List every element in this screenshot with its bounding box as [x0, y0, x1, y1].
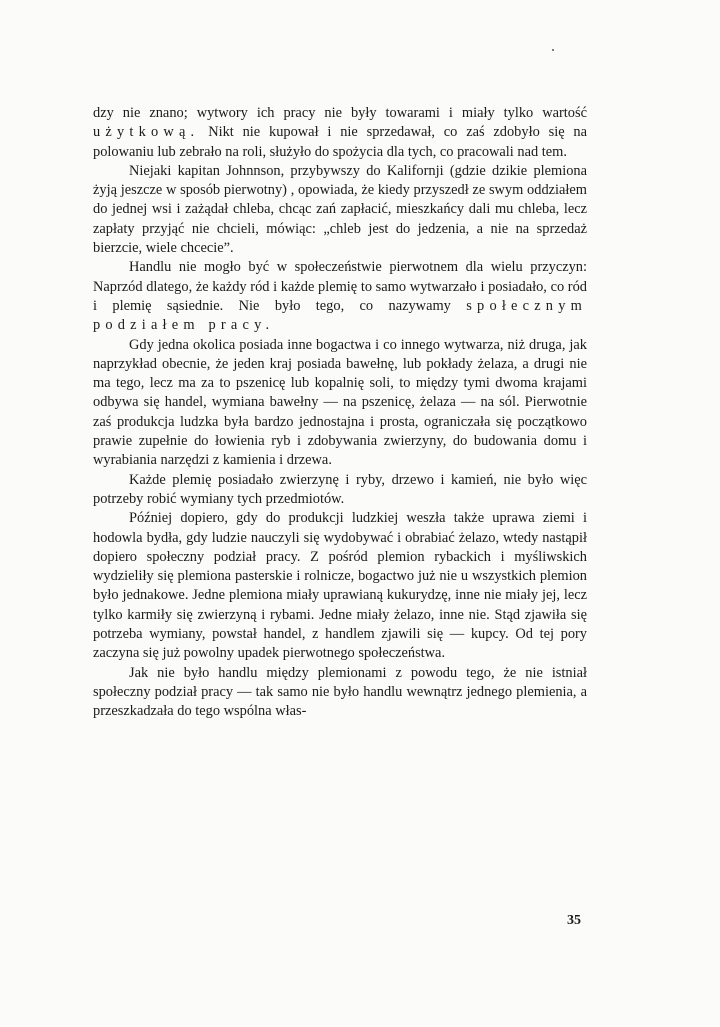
paragraph	[93, 509, 587, 663]
paragraph	[93, 664, 587, 722]
paragraph-text: Niejaki kapitan Johnnson, przybywszy do Kalifornji (gdzie dzikie plemiona żyją jeszcze w sposób pierwotny) , opowiada, że kiedy przyszedł ze swym oddziałem do jednej wsi i zażądał chleba, chcąc zań zapłacić, mieszkańcy dali mu chleba, lecz zapłaty przyjąć nie chcieli, mówiąc: „chleb jest do jedzenia, a nie na sprzedaż bierzcie, wiele chcecie”.	[93, 162, 587, 257]
paragraph	[93, 336, 587, 471]
paragraph-text: Jak nie było handlu między plemionami z powodu tego, że nie istniał społeczny podział pracy — tak samo nie było handlu wewnątrz jednego plemienia, a przeszkadzała do tego wspólna włas-	[93, 664, 587, 720]
paragraph	[93, 104, 587, 162]
paragraph-text: Gdy jedna okolica posiada inne bogactwa i co innego wytwarza, niż druga, jak naprzykład obecnie, że jeden kraj posiada bawełnę, lub pokłady żelaza, a drugi nie ma tego, lecz ma za to pszenicę lub kopalnię soli, to między tymi dwoma krajami odbywa się handel, wymiana bawełny — na pszenicę, żelaza — na sól. Pierwotnie zaś produkcja ludzka była bardzo jednostajna i prosta, ograniczała się początkowo prawie zupełnie do łowienia ryb i zdobywania zwierzyny, do budowania domu i wyrabiania narzędzi z kamienia i drzewa.	[93, 336, 587, 469]
paragraph-text: Później dopiero, gdy do produkcji ludzkiej weszła także uprawa ziemi i hodowla bydła, gdy ludzie nauczyli się wydobywać i obrabiać żelazo, wtedy nastąpił dopiero społeczny podział pracy. Z pośród plemion rybackich i myśliwskich wydzieliły się plemiona pasterskie i rolnicze, bogactwo już nie u wszystkich plemion było jednakowe. Jedne plemiona miały uprawianą kukurydzę, inne nie miały jej, lecz tylko karmiły się zwierzyną i rybami. Jedne miały żelazo, inne nie. Stąd zjawiła się potrzeba wymiany, powstał handel, z handlem zjawili się — kupcy. Od tej pory zaczyna się już powolny upadek pierwotnego społeczeństwa.	[93, 510, 587, 662]
paragraph	[93, 471, 587, 510]
spaced-emphasis-text: użytkową.	[93, 124, 200, 141]
print-speck	[552, 49, 554, 51]
paragraph-text: Nikt nie kupował i nie sprzedawał, co zaś zdobyło się na polowaniu lub zebrało na roli, służyło do spożycia dla tych, co pracowali nad tem.	[93, 124, 587, 160]
spaced-emphasis-text: społecznym podziałem pracy.	[93, 297, 587, 334]
paragraph-text: Każde plemię posiadało zwierzynę i ryby, drzewo i kamień, nie było więc potrzeby robić wymiany tych przedmiotów.	[93, 471, 587, 507]
paragraph-text: Handlu nie mogło być w społeczeństwie pierwotnem dla wielu przyczyn: Naprzód dlatego, że każdy ród i każde plemię to samo wytwarzało i posiadało, co ród i plemię sąsiednie. Nie było tego, co nazywamy	[93, 259, 587, 314]
paragraph	[93, 258, 587, 335]
paragraph	[93, 162, 587, 258]
page-number: 35	[567, 913, 581, 928]
paragraph-text: dzy nie znano; wytwory ich pracy nie były towarami i miały tylko wartość	[93, 105, 587, 121]
body-text	[93, 104, 587, 722]
